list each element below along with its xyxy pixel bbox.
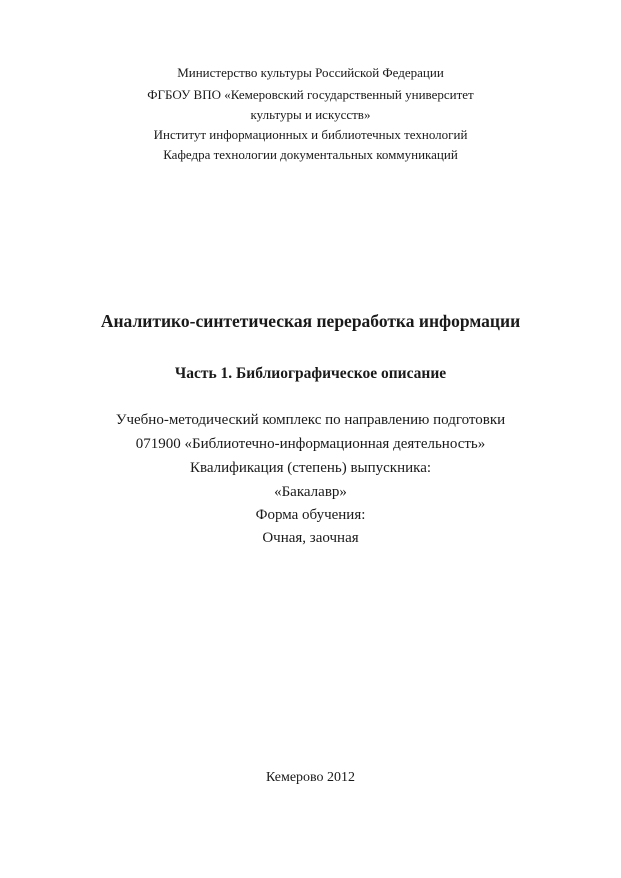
document-title: Аналитико-синтетическая переработка информации [100, 311, 521, 331]
study-form-value: Очная, заочная [262, 530, 359, 546]
study-form-label: Форма обучения: [255, 507, 366, 523]
university-line-2: культуры и искусств» [250, 107, 371, 122]
document-subtitle: Часть 1. Библиографическое описание [174, 365, 447, 382]
description-line-1: Учебно-методический комплекс по направлению подготовки [115, 412, 506, 428]
ministry-line: Министерство культуры Российской Федерации [177, 65, 444, 80]
description-line-2: 071900 «Библиотечно-информационная деятельность» [135, 436, 486, 452]
university-line-1: ФГБОУ ВПО «Кемеровский государственный университет [147, 87, 474, 102]
qualification-value: «Бакалавр» [274, 484, 347, 500]
institute-line: Институт информационных и библиотечных технологий [153, 127, 468, 142]
qualification-label: Квалификация (степень) выпускника: [189, 460, 432, 476]
city-year: Кемерово 2012 [265, 770, 356, 785]
department-line: Кафедра технологии документальных коммуникаций [163, 147, 458, 162]
